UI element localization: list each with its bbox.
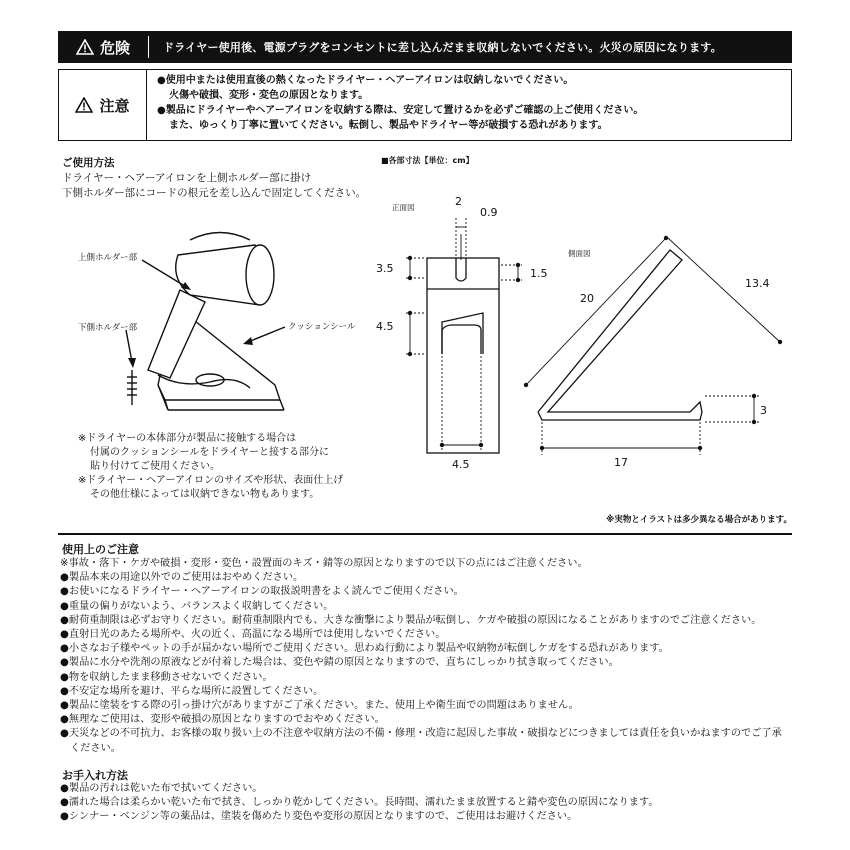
warning-triangle-icon	[76, 39, 94, 55]
list-item: ●製品に水分や洗剤の原液などが付着した場合は、変色や錆の原因となりますので、直ちにしっかり拭き取ってください。	[60, 657, 619, 669]
caution-line: ●使用中または使用直後の熱くなったドライヤー・ヘアーアイロンは収納しないでください。	[157, 75, 574, 86]
dim-diagonal: 20	[580, 292, 594, 305]
lower-holder-label: 下側ホルダー部	[78, 323, 138, 333]
dim-upper-height: 3.5	[376, 262, 394, 275]
warning-triangle-icon	[75, 97, 93, 113]
maintenance-list	[60, 782, 800, 825]
list-item: ●お使いになるドライヤー・ヘアーアイロンの取扱説明書をよく読んでご使用ください。	[60, 586, 464, 598]
danger-label: 危険	[99, 38, 130, 57]
upper-holder-label: 上側ホルダー部	[78, 253, 138, 263]
dim-upper-right: 1.5	[530, 267, 548, 280]
list-item: ●シンナー・ベンジン等の薬品は、塗装を傷めたり変色や変形の原因となりますので、ご使用はお避けください。	[60, 811, 578, 823]
caution-heading	[59, 70, 147, 140]
list-item: ●直射日光のあたる場所や、火の近く、高温になる場所では使用しないでください。	[60, 629, 446, 641]
list-item: ●不安定な場所を避け、平らな場所に設置してください。	[60, 685, 324, 697]
dim-top-width: 2	[455, 195, 462, 208]
caution-box	[58, 69, 792, 141]
usage-instructions	[62, 171, 366, 201]
danger-text: ドライヤー使用後、電源プラグをコンセントに差し込んだまま収納しないでください。火災の原因になります。	[163, 41, 722, 54]
note-line: ※ドライヤー・ヘアーアイロンのサイズや形状、表面仕上げ	[78, 475, 344, 486]
note-line: その他仕様によっては収納できない物もあります。	[90, 489, 320, 500]
caution-line: 火傷や破損、変形・変色の原因となります。	[169, 90, 369, 101]
dim-slot: 0.9	[480, 206, 498, 219]
caution-text	[147, 70, 791, 140]
dimension-diagram	[370, 190, 800, 480]
list-item: ●濡れた場合は柔らかい乾いた布で拭き、しっかり乾かしてください。長時間、濡れたまま放置すると錆や変色の原因になります。	[60, 797, 659, 809]
usage-line: ドライヤー・ヘアーアイロンを上側ホルダー部に掛け	[62, 172, 312, 184]
care-list	[60, 557, 800, 756]
disclaimer: ※実物とイラストは多少異なる場合があります。	[606, 515, 792, 525]
dim-bottom-width: 4.5	[452, 458, 470, 471]
list-item: ●耐荷重制限は必ずお守りください。耐荷重制限内でも、大きな衝撃により製品が転倒し、ケガや破損の原因になることがありますのでご注意ください。	[60, 614, 762, 626]
caution-label: 注意	[99, 96, 130, 115]
section-divider	[58, 533, 792, 535]
list-item: ●製品本来の用途以外でのご使用はおやめください。	[60, 572, 304, 584]
dimension-drawing	[370, 190, 800, 480]
dim-base-height: 3	[760, 404, 767, 417]
dim-diagonal-2: 13.4	[745, 277, 770, 290]
usage-notes	[78, 432, 343, 502]
usage-title: ご使用方法	[62, 157, 115, 169]
caution-line: また、ゆっくり丁寧に置いてください。転倒し、製品やドライヤー等が破損する恐れがあります。	[169, 120, 608, 131]
front-view-label: 正面図	[392, 203, 415, 212]
dim-mid-height: 4.5	[376, 320, 394, 333]
dim-base-width: 17	[614, 456, 628, 469]
list-item: ●小さなお子様やペットの手が届かない場所でご使用ください。思わぬ行動により製品や収納物が転倒しケガをする恐れがあります。	[60, 643, 669, 655]
list-item: ●製品の汚れは乾いた布で拭いてください。	[60, 783, 263, 794]
list-item: ●重量の偏りがないよう、バランスよく収納してください。	[60, 600, 334, 612]
side-view-label: 側面図	[568, 249, 591, 258]
list-item: ●製品に塗装をする際の引っ掛け穴がありますがご了承ください。また、使用上や衛生面での問題はありません。	[60, 700, 579, 712]
care-title: 使用上のご注意	[62, 543, 139, 556]
usage-line: 下側ホルダー部にコードの根元を差し込んで固定してください。	[62, 187, 367, 199]
maintenance-title: お手入れ方法	[62, 769, 128, 782]
danger-heading	[58, 37, 148, 58]
list-item: ●無理なご使用は、変形や破損の原因となりますのでおやめください。	[60, 714, 385, 726]
caution-line: ●製品にドライヤーやヘアーアイロンを収納する際は、安定して置けるかを必ずご確認の上ご使用ください。	[157, 105, 644, 116]
cushion-label: クッションシール	[288, 322, 356, 332]
list-item: ください。	[70, 742, 121, 754]
danger-banner	[58, 31, 792, 63]
list-item: ※事故・落下・ケガや破損・変形・変色・設置面のキズ・錆等の原因となりますので以下の点にはご注意ください。	[60, 558, 588, 569]
list-item: ●天災などの不可抗力、お客様の取り扱い上の不注意や収納方法の不備・修理・改造に起因した事故・破損などにつきましては責任を負いかねますのでご了承	[60, 728, 782, 740]
note-line: ※ドライヤーの本体部分が製品に接触する場合は	[78, 433, 297, 444]
note-line: 貼り付けてご使用ください。	[90, 461, 220, 472]
dimensions-title: ■各部寸法【単位：cm】	[381, 156, 474, 165]
list-item: ●物を収納したまま移動させないでください。	[60, 671, 273, 683]
note-line: 付属のクッションシールをドライヤーと接する部分に	[90, 447, 330, 458]
usage-illustration	[60, 210, 370, 435]
